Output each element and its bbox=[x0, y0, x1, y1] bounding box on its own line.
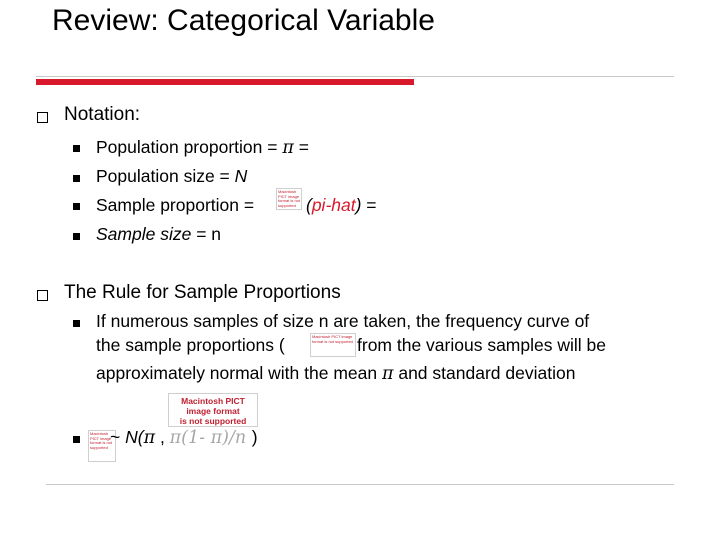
rule-text-line-1: If numerous samples of size n are taken, the frequency curve of bbox=[96, 311, 590, 331]
notation-population-size bbox=[96, 166, 247, 187]
hollow-square-bullet-icon bbox=[37, 290, 48, 301]
hollow-square-bullet-icon bbox=[37, 112, 48, 123]
square-bullet-icon bbox=[73, 233, 80, 240]
slide-title: Review: Categorical Variable bbox=[52, 4, 435, 37]
square-bullet-icon bbox=[73, 436, 80, 443]
notation-population-proportion bbox=[96, 137, 309, 158]
pict-placeholder-image: Macintosh PICT image format is not supported bbox=[310, 333, 356, 357]
title-divider-thin bbox=[36, 76, 674, 77]
footer-divider bbox=[46, 484, 674, 485]
notation-sample-size: Sample size = n bbox=[96, 224, 222, 244]
section-heading-rule: The Rule for Sample Proportions bbox=[64, 282, 341, 303]
square-bullet-icon bbox=[73, 320, 80, 327]
pi-hat-label: (pi-hat) = bbox=[306, 195, 377, 215]
distribution-formula: ~ N(π , π(1- π)/n ) bbox=[110, 427, 258, 448]
equals-sign: = bbox=[293, 137, 309, 157]
square-bullet-icon bbox=[73, 175, 80, 182]
notation-label: Population proportion = bbox=[96, 137, 283, 157]
pi-symbol: π bbox=[381, 364, 394, 384]
notation-label: Population size = bbox=[96, 166, 235, 186]
notation-label: Sample size bbox=[96, 224, 192, 244]
notation-sample-proportion bbox=[96, 195, 254, 216]
variable-n-upper: N bbox=[234, 166, 248, 186]
rule-text-line-2a: the sample proportions ( bbox=[96, 335, 285, 355]
title-divider-red bbox=[36, 79, 414, 85]
pict-placeholder-large: Macintosh PICT image format is not supported bbox=[168, 393, 258, 427]
rule-text-line-3: approximately normal with the mean π and standard deviation bbox=[96, 363, 576, 384]
pi-hat-highlight: pi-hat bbox=[311, 195, 356, 215]
pict-placeholder-image: Macintosh PICT image format is not supported bbox=[88, 430, 116, 462]
square-bullet-icon bbox=[73, 203, 80, 210]
pi-symbol: π bbox=[282, 138, 294, 158]
section-heading-notation: Notation: bbox=[64, 104, 141, 125]
pict-placeholder-image: Macintosh PICT image format is not supported bbox=[276, 188, 302, 210]
square-bullet-icon bbox=[73, 145, 80, 152]
notation-label: Sample proportion = bbox=[96, 195, 255, 215]
rule-text-line-2b: from the various samples will be bbox=[357, 335, 606, 355]
